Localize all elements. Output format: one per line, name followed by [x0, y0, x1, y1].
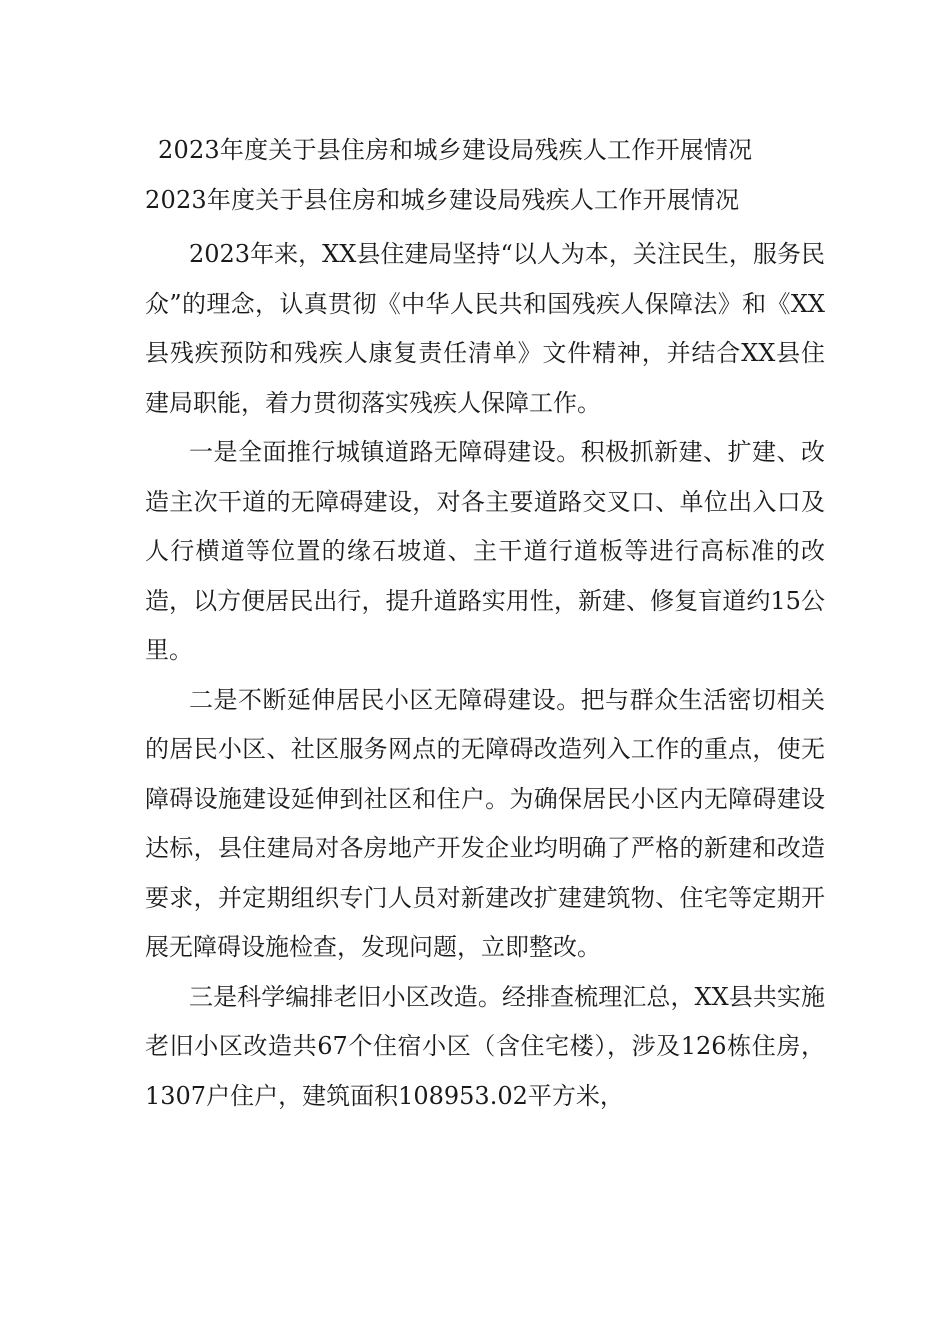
paragraph-old-community-renovation: 三是科学编排老旧小区改造。经排查梳理汇总，XX县共实施老旧小区改造共67个住宿小区（含住宅楼），涉及126栋住房，1307户住户，建筑面积108953.02平方米，	[145, 982, 825, 1110]
paragraph-road-accessibility: 一是全面推行城镇道路无障碍建设。积极抓新建、扩建、改造主次干道的无障碍建设，对各主要道路交叉口、单位出入口及人行横道等位置的缘石坡道、主干道行道板等进行高标准的改造，以方便居民出行，提升道路实用性，新建、修复盲道约15公里。	[145, 438, 825, 664]
document-body	[145, 230, 825, 1121]
document-title: 2023年度关于县住房和城乡建设局残疾人工作开展情况	[158, 136, 753, 164]
paragraph-intro: 2023年来，XX县住建局坚持“以人为本，关注民生，服务民众”的理念，认真贯彻《中华人民共和国残疾人保障法》和《XX县残疾预防和残疾人康复责任清单》文件精神，并结合XX县住建局职能，着力贯彻落实残疾人保障工作。	[145, 240, 825, 417]
paragraph-residential-accessibility: 二是不断延伸居民小区无障碍建设。把与群众生活密切相关的居民小区、社区服务网点的无障碍改造列入工作的重点，使无障碍设施建设延伸到社区和住户。为确保居民小区内无障碍建设达标，县住建局对各房地产开发企业均明确了严格的新建和改造要求，并定期组织专门人员对新建改扩建建筑物、住宅等定期开展无障碍设施检查，发现问题，立即整改。	[145, 685, 825, 961]
document-title-repeat: 2023年度关于县住房和城乡建设局残疾人工作开展情况	[145, 186, 740, 214]
